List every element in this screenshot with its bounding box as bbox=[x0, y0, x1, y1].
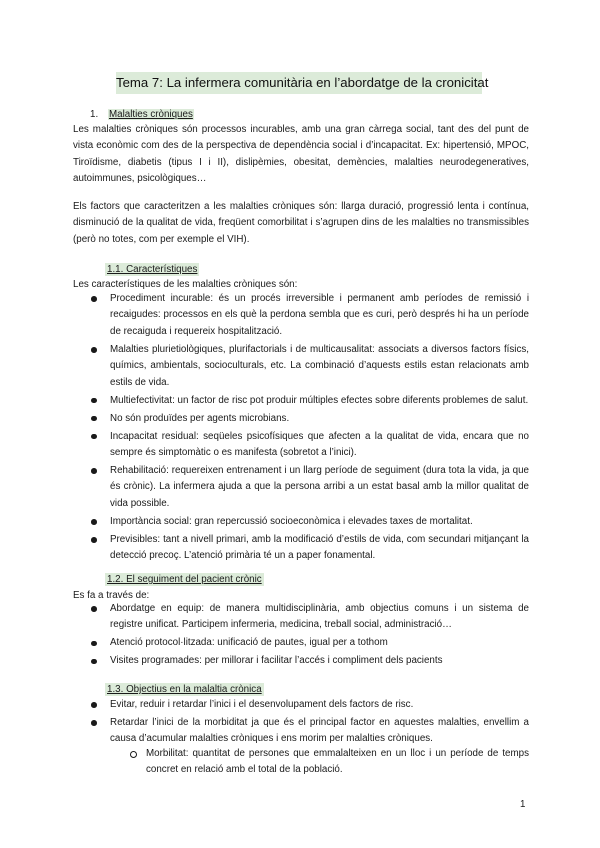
section-heading bbox=[90, 108, 194, 121]
characteristics-list bbox=[73, 291, 529, 566]
section-number: 1. bbox=[90, 109, 99, 120]
list-item: Evitar, reduir i retardar l’inici i el desenvolupament dels factors de risc. bbox=[73, 697, 529, 713]
objectives-list bbox=[73, 697, 529, 749]
list-item: Multiefectivitat: un factor de risc pot produir múltiples efectes sobre diferents problemes de salut. bbox=[73, 393, 529, 409]
list-item: Importància social: gran repercussió socioeconòmica i elevades taxes de mortalitat. bbox=[73, 514, 529, 530]
section-heading-text: Malalties cròniques bbox=[109, 109, 193, 120]
intro-paragraph: Les malalties cròniques són processos incurables, amb una gran càrrega social, tant des del punt de vista econòmic com des de la perspectiva de dependència social i d’incapacitat. Ex: hipertensió, MPOC, Tiroïdisme, diabetis (tipus I i II), dislipèmies, obesitat, demències, malalties neurodegeneratives, autoimmunes, psicològiques… bbox=[73, 124, 529, 185]
list-item: Retardar l’inici de la morbiditat ja que és el principal factor en aquestes malalties, envellim a causa d’acumular malalties cròniques i ens morim per malalties cròniques. bbox=[73, 715, 529, 748]
list-item: Visites programades: per millorar i facilitar l’accés i compliment dels pacients bbox=[73, 653, 529, 669]
followup-lead: Es fa a través de: bbox=[73, 590, 150, 601]
subsection-heading-followup: 1.2. El seguiment del pacient crònic bbox=[107, 574, 262, 585]
page-number: 1 bbox=[520, 799, 526, 810]
factors-paragraph: Els factors que caracteritzen a les malalties cròniques són: llarga duració, progressió lenta i contínua, disminució de la qualitat de vida, freqüent comorbilitat i s’agrupen dins de les malalties no transmissibles (però no totes, com per exemple el VIH). bbox=[73, 201, 529, 245]
list-item: Previsibles: tant a nivell primari, amb la modificació d’estils de vida, com secundari mitjançant la detecció precoç. L’atenció primària té un a paper fonamental. bbox=[73, 532, 529, 565]
subsection-heading-characteristics: 1.1. Característiques bbox=[107, 264, 198, 275]
list-item: No són produïdes per agents microbians. bbox=[73, 411, 529, 427]
list-item: Incapacitat residual: seqüeles psicofísiques que afecten a la qualitat de vida, encara que no sempre és simptomàtic o es manifesta (sobretot a l’inici). bbox=[73, 429, 529, 462]
list-item: Atenció protocol·litzada: unificació de pautes, igual per a tothom bbox=[73, 635, 529, 651]
characteristics-lead: Les característiques de les malalties cròniques són: bbox=[73, 279, 298, 290]
sub-list-item: Morbilitat: quantitat de persones que emmalalteixen en un lloc i un període de temps concret en relació amb el total de la població. bbox=[128, 746, 529, 779]
subsection-heading-objectives: 1.3. Objectius en la malaltia crònica bbox=[107, 684, 262, 695]
list-item: Procediment incurable: és un procés irreversible i permanent amb períodes de remissió i recaigudes: processos en els què la perdona sembla que es curi, però després hi ha un període de recaiguda i requereix hospitalització. bbox=[73, 291, 529, 340]
page-title: Tema 7: La infermera comunitària en l’abordatge de la cronicitat bbox=[116, 72, 482, 94]
list-item: Malalties plurietiològiques, plurifactorials i de multicausalitat: associats a diversos factors físics, químics, ambientals, socioculturals, etc. La combinació d’aquests estils estan relacionats amb estils de vida. bbox=[73, 342, 529, 391]
list-item: Rehabilitació: requereixen entrenament i un llarg període de seguiment (dura tota la vida, ja que és crònic). La infermera ajuda a que la persona arribi a un estat basal amb la millor qualitat de vida possible. bbox=[73, 463, 529, 512]
list-item: Abordatge en equip: de manera multidisciplinària, amb objectius comuns i un sistema de registre unificat. Participem infermeria, medicina, treball social, administració… bbox=[73, 601, 529, 634]
followup-list bbox=[73, 601, 529, 671]
objectives-sublist bbox=[128, 746, 529, 779]
